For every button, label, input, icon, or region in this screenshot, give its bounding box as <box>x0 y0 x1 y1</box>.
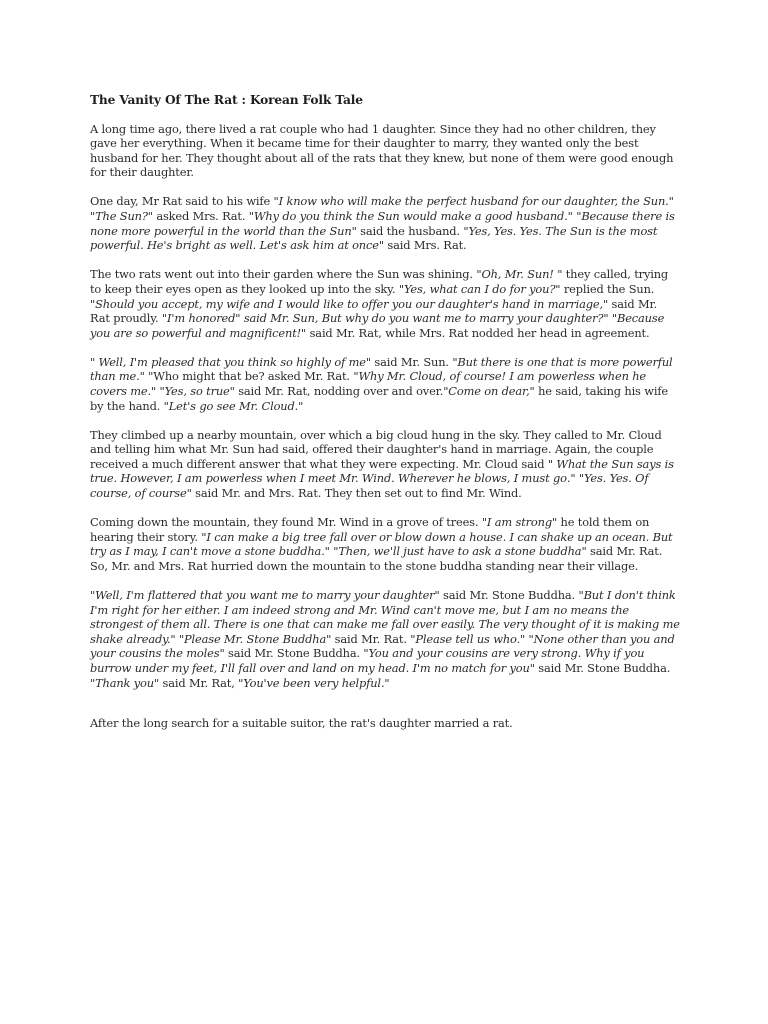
dialogue-run: I can make a big tree fall over or blow down a house. I can shake up an ocean. But try as I may, I can't move a stone buddha. <box>90 529 673 559</box>
text-run: " <box>90 588 96 603</box>
dialogue-run: I am strong <box>486 515 552 530</box>
dialogue-run: Please Mr. Stone Buddha <box>184 631 327 646</box>
dialogue-run: Because there is none more powerful in the world than the Sun <box>90 209 675 238</box>
document-body <box>90 122 680 731</box>
text-run: " said Mr. Rat proudly. " <box>90 296 657 326</box>
text-run: " he told them on hearing their story. " <box>90 515 650 544</box>
paragraph <box>90 515 680 573</box>
dialogue-run: Yes, Yes. Yes. The Sun is the most powerful. He's bright as well. Let's ask him at once <box>90 223 658 253</box>
paragraph <box>90 122 680 180</box>
paragraph <box>90 267 680 340</box>
text-run: " " <box>324 544 339 559</box>
dialogue-run: Yes. Yes. Of course, of course <box>90 471 649 501</box>
document-title: The Vanity Of The Rat : Korean Folk Tale <box>90 93 363 107</box>
text-run: " said Mrs. Rat. <box>378 238 467 253</box>
text-run: " asked Mrs. Rat. " <box>147 209 254 224</box>
dialogue-run: I'm honored" said Mr. Sun, But why do you want me to marry your daughter? <box>167 311 604 326</box>
dialogue-run: Because you are so powerful and magnificent! <box>90 311 665 340</box>
text-run: ." " <box>90 194 674 224</box>
dialogue-run: You've been very helpful <box>243 675 381 690</box>
text-run: " said Mr. Stone Buddha. " <box>90 661 671 690</box>
dialogue-run: But there is one that is more powerful than me. <box>90 354 673 384</box>
dialogue-run: " Well, I'm pleased that you think so highly of me <box>90 354 366 369</box>
text-run: Coming down the mountain, they found Mr. Wind in a grove of trees. " <box>90 515 487 530</box>
dialogue-run: Yes, what can I do for you? <box>404 281 556 296</box>
text-run: One day, Mr Rat said to his wife " <box>90 194 279 209</box>
text-run: " said Mr. Rat, nodding over and over." <box>229 384 449 398</box>
dialogue-run: I know who will make the perfect husband for our daughter, the Sun <box>278 194 666 209</box>
dialogue-run: You and your cousins are very strong. Why if you burrow under my feet, I'll fall over and land on my head. I'm no match for you <box>90 646 645 675</box>
paragraph <box>90 588 680 690</box>
dialogue-run: Oh, Mr. Sun! <box>481 267 554 282</box>
dialogue-run: Why do you think the Sun would make a good husband <box>253 209 565 224</box>
dialogue-run: Let's go see Mr. Cloud <box>168 398 295 413</box>
dialogue-run: Then, we'll just have to ask a stone buddha <box>338 544 582 559</box>
text-run: " "Who might that be? asked Mr. Rat. " <box>139 369 359 384</box>
text-run: " they called, trying to keep their eyes open as they looked up into the sky. " <box>90 267 669 296</box>
dialogue-run: What the Sun says is true. However, I am powerless when I meet Mr. Wind. Wherever he blows, I must go <box>90 456 674 486</box>
text-run: " said Mr. Rat, " <box>153 675 244 690</box>
text-run: " he said, taking his wife by the hand. " <box>90 384 668 413</box>
paragraph <box>90 194 680 252</box>
text-run: " replied the Sun. " <box>90 281 655 311</box>
paragraph <box>90 428 680 501</box>
dialogue-run: Yes, so true <box>164 384 230 398</box>
dialogue-run: Well, I'm flattered that you want me to marry your daughter <box>95 588 435 603</box>
text-run: ." " <box>566 471 584 486</box>
text-run: ." <box>380 675 390 690</box>
text-run: " " <box>603 311 617 326</box>
dialogue-run: Please tell us who. <box>415 631 520 646</box>
text-run: The two rats went out into their garden where the Sun was shining. " <box>90 267 482 282</box>
dialogue-run: Should you accept, my wife and I would like to offer you our daughter's hand in marriage, <box>95 296 603 311</box>
dialogue-run: The Sun? <box>95 209 148 224</box>
dialogue-run: Thank you <box>95 675 154 690</box>
text-run: " said Mr. Rat. So, Mr. and Mrs. Rat hurried down the mountain to the stone buddha standing near their village. <box>90 544 663 573</box>
dialogue-run: None other than you and your cousins the moles <box>90 631 675 661</box>
paragraph <box>90 355 680 413</box>
text-run: ." <box>294 398 304 413</box>
document-page <box>90 93 680 745</box>
text-run: " said Mr. Rat, while Mrs. Rat nodded her head in agreement. <box>301 325 650 340</box>
text-run: " said Mr. Stone Buddha. " <box>219 646 369 661</box>
text-run: " said Mr. Stone Buddha. " <box>434 588 584 603</box>
text-run: " said Mr. and Mrs. Rat. They then set out to find Mr. Wind. <box>186 486 522 501</box>
paragraph <box>90 716 680 731</box>
dialogue-run: Come on dear, <box>448 384 530 398</box>
text-run: They climbed up a nearby mountain, over which a big cloud hung in the sky. They called to Mr. Cloud and telling him what Mr. Sun had said, offered their daughter's hand in marriage. Again, the couple received a much different answer that what they were expecting. Mr. Cloud said " <box>90 427 662 471</box>
text-run: " " <box>151 384 165 398</box>
text-run: " " <box>519 631 534 646</box>
text-run: " said Mr. Rat. " <box>326 631 416 646</box>
dialogue-run: Why Mr. Cloud, of course! I am powerless when he covers me. <box>90 369 647 398</box>
text-run: A long time ago, there lived a rat couple who had 1 daughter. Since they had no other children, they gave her everything. When it became time for their daughter to marry, they wanted only the best husband for her. They thought about all of the rats that they knew, but none of them were good enough for their daughter. <box>90 121 674 180</box>
dialogue-run: But I don't think I'm right for her either. I am indeed strong and Mr. Wind can't move me, but I am no means the strongest of them all. There is one that can make me fall over easily. The very thought of it is making me shake already. <box>90 588 680 646</box>
text-run: " said Mr. Sun. " <box>365 354 458 369</box>
text-run: After the long search for a suitable suitor, the rat's daughter married a rat. <box>90 716 513 731</box>
text-run: " " <box>170 631 185 646</box>
text-run: ." " <box>564 209 582 224</box>
text-run: " said the husband. " <box>351 223 469 238</box>
